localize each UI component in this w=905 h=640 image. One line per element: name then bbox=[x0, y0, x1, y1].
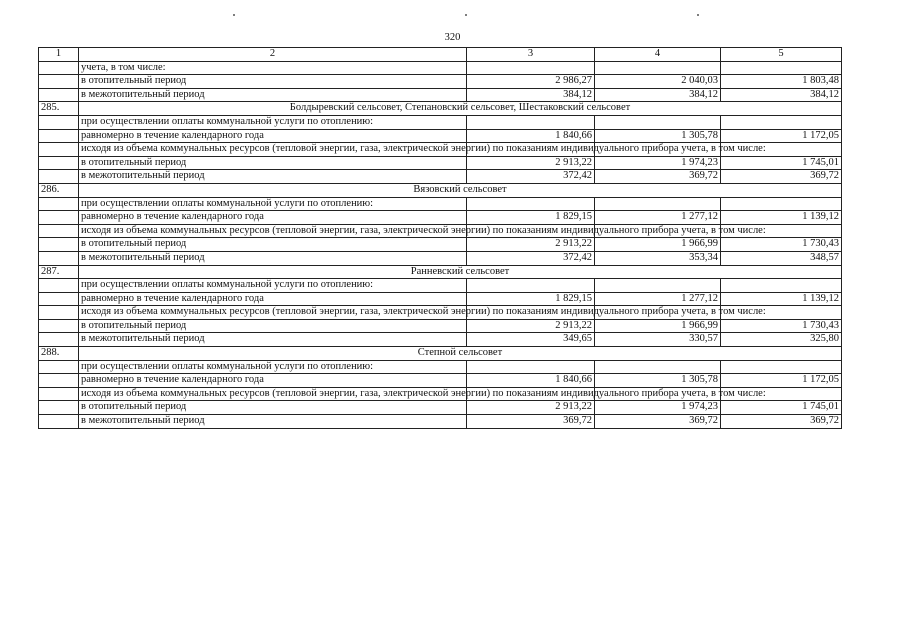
row-label: при осуществлении оплаты коммунальной услуги по отоплению: bbox=[79, 115, 467, 129]
value-cell bbox=[595, 197, 721, 211]
row-number-cell bbox=[39, 156, 79, 170]
row-label: в межотопительный период bbox=[79, 170, 467, 184]
value-cell: 2 913,22 bbox=[467, 319, 595, 333]
value-cell bbox=[721, 197, 842, 211]
row-number: 285. bbox=[39, 102, 79, 116]
row-label: учета, в том числе: bbox=[79, 61, 467, 75]
table-section-row bbox=[39, 183, 842, 197]
value-cell bbox=[467, 197, 595, 211]
row-number-cell bbox=[39, 319, 79, 333]
row-number-cell bbox=[39, 387, 79, 401]
table-row bbox=[39, 88, 842, 102]
row-number-cell bbox=[39, 306, 79, 320]
tariff-table bbox=[38, 47, 842, 429]
table-row bbox=[39, 319, 842, 333]
row-number-cell bbox=[39, 170, 79, 184]
header-cell: 1 bbox=[39, 48, 79, 62]
table-row bbox=[39, 374, 842, 388]
section-title: Ранневский сельсовет bbox=[79, 265, 842, 279]
row-label: исходя из объема коммунальных ресурсов (тепловой энергии, газа, электрической энергии) по показаниям индивидуального прибора учета, в том числе: bbox=[79, 387, 467, 401]
table-row bbox=[39, 224, 842, 238]
value-cell bbox=[595, 115, 721, 129]
value-cell: 353,34 bbox=[595, 251, 721, 265]
value-cell bbox=[467, 61, 595, 75]
row-label: в отопительный период bbox=[79, 75, 467, 89]
value-cell: 2 913,22 bbox=[467, 238, 595, 252]
value-cell: 1 277,12 bbox=[595, 292, 721, 306]
page-number: 320 bbox=[444, 32, 461, 43]
value-cell: 1 305,78 bbox=[595, 374, 721, 388]
value-cell: 369,72 bbox=[467, 415, 595, 429]
value-cell: 1 277,12 bbox=[595, 211, 721, 225]
scan-dot bbox=[697, 14, 699, 16]
row-number: 288. bbox=[39, 347, 79, 361]
row-number-cell bbox=[39, 115, 79, 129]
value-cell bbox=[467, 360, 595, 374]
table-row bbox=[39, 75, 842, 89]
row-number-cell bbox=[39, 61, 79, 75]
value-cell bbox=[467, 115, 595, 129]
row-number-cell bbox=[39, 279, 79, 293]
table-row bbox=[39, 197, 842, 211]
value-cell: 384,12 bbox=[467, 88, 595, 102]
row-number: 286. bbox=[39, 183, 79, 197]
table-row bbox=[39, 115, 842, 129]
row-label: при осуществлении оплаты коммунальной услуги по отоплению: bbox=[79, 279, 467, 293]
value-cell bbox=[595, 279, 721, 293]
value-cell: 2 913,22 bbox=[467, 401, 595, 415]
value-cell: 1 172,05 bbox=[721, 374, 842, 388]
row-label: в отопительный период bbox=[79, 401, 467, 415]
table-body bbox=[39, 48, 842, 429]
value-cell: 325,80 bbox=[721, 333, 842, 347]
value-cell: 330,57 bbox=[595, 333, 721, 347]
value-cell: 1 974,23 bbox=[595, 401, 721, 415]
header-cell: 5 bbox=[721, 48, 842, 62]
value-cell: 384,12 bbox=[595, 88, 721, 102]
row-number-cell bbox=[39, 75, 79, 89]
row-label: в отопительный период bbox=[79, 156, 467, 170]
value-cell: 369,72 bbox=[721, 415, 842, 429]
row-label: в межотопительный период bbox=[79, 88, 467, 102]
row-label: при осуществлении оплаты коммунальной услуги по отоплению: bbox=[79, 360, 467, 374]
value-cell: 1 139,12 bbox=[721, 211, 842, 225]
table-row bbox=[39, 251, 842, 265]
table-row bbox=[39, 306, 842, 320]
row-label: равномерно в течение календарного года bbox=[79, 129, 467, 143]
value-cell: 1 966,99 bbox=[595, 238, 721, 252]
value-cell bbox=[721, 360, 842, 374]
row-number-cell bbox=[39, 129, 79, 143]
scan-dot bbox=[233, 14, 235, 16]
header-cell: 3 bbox=[467, 48, 595, 62]
value-cell: 1 840,66 bbox=[467, 374, 595, 388]
table-row bbox=[39, 279, 842, 293]
value-cell: 1 139,12 bbox=[721, 292, 842, 306]
value-cell: 1 966,99 bbox=[595, 319, 721, 333]
row-number-cell bbox=[39, 197, 79, 211]
row-number-cell bbox=[39, 238, 79, 252]
scan-dot bbox=[465, 14, 467, 16]
row-label: исходя из объема коммунальных ресурсов (тепловой энергии, газа, электрической энергии) по показаниям индивидуального прибора учета, в том числе: bbox=[79, 224, 467, 238]
value-cell: 1 172,05 bbox=[721, 129, 842, 143]
value-cell: 1 974,23 bbox=[595, 156, 721, 170]
value-cell: 384,12 bbox=[721, 88, 842, 102]
header-cell: 2 bbox=[79, 48, 467, 62]
value-cell: 2 986,27 bbox=[467, 75, 595, 89]
value-cell: 1 840,66 bbox=[467, 129, 595, 143]
value-cell: 372,42 bbox=[467, 170, 595, 184]
value-cell bbox=[467, 279, 595, 293]
value-cell: 2 913,22 bbox=[467, 156, 595, 170]
value-cell: 1 829,15 bbox=[467, 292, 595, 306]
row-number-cell bbox=[39, 401, 79, 415]
table-row bbox=[39, 401, 842, 415]
row-label: в межотопительный период bbox=[79, 251, 467, 265]
row-number-cell bbox=[39, 251, 79, 265]
table-row bbox=[39, 292, 842, 306]
value-cell: 1 305,78 bbox=[595, 129, 721, 143]
row-label: равномерно в течение календарного года bbox=[79, 374, 467, 388]
value-cell bbox=[721, 279, 842, 293]
row-label: в межотопительный период bbox=[79, 333, 467, 347]
row-label: при осуществлении оплаты коммунальной услуги по отоплению: bbox=[79, 197, 467, 211]
value-cell: 1 730,43 bbox=[721, 319, 842, 333]
row-label: равномерно в течение календарного года bbox=[79, 292, 467, 306]
row-number-cell bbox=[39, 211, 79, 225]
table-row bbox=[39, 61, 842, 75]
row-number-cell bbox=[39, 143, 79, 157]
table-header-row bbox=[39, 48, 842, 62]
value-cell: 349,65 bbox=[467, 333, 595, 347]
row-label: в межотопительный период bbox=[79, 415, 467, 429]
value-cell: 1 730,43 bbox=[721, 238, 842, 252]
value-cell: 2 040,03 bbox=[595, 75, 721, 89]
row-number-cell bbox=[39, 374, 79, 388]
table-row bbox=[39, 211, 842, 225]
table-section-row bbox=[39, 347, 842, 361]
table-row bbox=[39, 170, 842, 184]
value-cell bbox=[721, 61, 842, 75]
header-cell: 4 bbox=[595, 48, 721, 62]
row-label: исходя из объема коммунальных ресурсов (тепловой энергии, газа, электрической энергии) по показаниям индивидуального прибора учета, в том числе: bbox=[79, 306, 467, 320]
table-row bbox=[39, 387, 842, 401]
value-cell: 372,42 bbox=[467, 251, 595, 265]
row-label: равномерно в течение календарного года bbox=[79, 211, 467, 225]
value-cell: 1 745,01 bbox=[721, 401, 842, 415]
table-row bbox=[39, 238, 842, 252]
table-row bbox=[39, 129, 842, 143]
value-cell: 369,72 bbox=[721, 170, 842, 184]
section-title: Степной сельсовет bbox=[79, 347, 842, 361]
row-number-cell bbox=[39, 88, 79, 102]
table-row bbox=[39, 360, 842, 374]
row-number-cell bbox=[39, 224, 79, 238]
row-label: в отопительный период bbox=[79, 319, 467, 333]
value-cell bbox=[595, 61, 721, 75]
row-label: исходя из объема коммунальных ресурсов (тепловой энергии, газа, электрической энергии) по показаниям индивидуального прибора учета, в том числе: bbox=[79, 143, 467, 157]
table-row bbox=[39, 333, 842, 347]
value-cell: 1 745,01 bbox=[721, 156, 842, 170]
section-title: Болдыревский сельсовет, Степановский сельсовет, Шестаковский сельсовет bbox=[79, 102, 842, 116]
table-row bbox=[39, 415, 842, 429]
value-cell bbox=[721, 115, 842, 129]
value-cell bbox=[595, 360, 721, 374]
row-label: в отопительный период bbox=[79, 238, 467, 252]
row-number-cell bbox=[39, 360, 79, 374]
table-section-row bbox=[39, 102, 842, 116]
value-cell: 1 803,48 bbox=[721, 75, 842, 89]
section-title: Вязовский сельсовет bbox=[79, 183, 842, 197]
row-number-cell bbox=[39, 415, 79, 429]
table-row bbox=[39, 143, 842, 157]
value-cell: 348,57 bbox=[721, 251, 842, 265]
table-section-row bbox=[39, 265, 842, 279]
value-cell: 369,72 bbox=[595, 170, 721, 184]
row-number: 287. bbox=[39, 265, 79, 279]
row-number-cell bbox=[39, 333, 79, 347]
row-number-cell bbox=[39, 292, 79, 306]
table-row bbox=[39, 156, 842, 170]
value-cell: 1 829,15 bbox=[467, 211, 595, 225]
value-cell: 369,72 bbox=[595, 415, 721, 429]
